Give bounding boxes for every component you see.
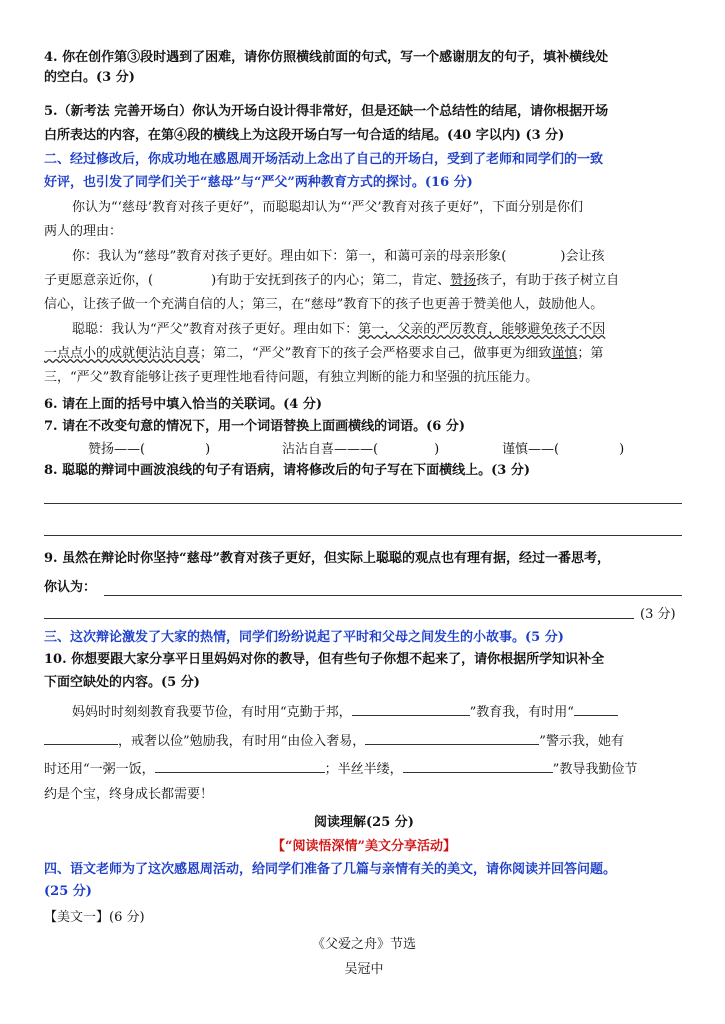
q8: 8. 聪聪的辩词中画波浪线的句子有语病，请将修改后的句子写在下面横线上。(3 分) (44, 463, 530, 478)
q4-line2: 的空白。(3 分) (44, 70, 135, 85)
article-author: 吴冠中 (344, 962, 384, 977)
reading-title: 阅读理解(25 分) (314, 815, 414, 830)
wavy-sentence-cont: 一点点小的成就便 (44, 346, 149, 361)
section4-line1: 四、语文老师为了这次感恩周活动，给同学们准备了几篇与亲情有关的美文，请你阅读并回答问题。 (44, 862, 617, 877)
q10-blank-1[interactable] (352, 701, 470, 716)
q9-answer-line-2[interactable] (44, 618, 634, 619)
q7-item-label: 谨慎——( (502, 442, 560, 457)
q9-score: (3 分) (640, 607, 676, 622)
q9-answer-line-1[interactable] (104, 595, 682, 596)
q10-text: 时还用“一粥一饭， (44, 762, 155, 777)
q7-item-zhanzhan (282, 440, 439, 460)
q7-item-zanyang (88, 440, 210, 460)
q10-blank-4[interactable] (155, 758, 325, 773)
q10-line2: 下面空缺处的内容。(5 分) (44, 675, 200, 690)
q10-para-line4: 约是个宝，终身成长都需要！ (44, 787, 214, 802)
q9-line2: 你认为： (44, 580, 97, 595)
cong-line3: 三，“严父”教育能够让孩子更理性地看待问题，有独立判断的能力和坚强的抗压能力。 (44, 370, 539, 385)
intro-line2: 两人的理由： (44, 224, 123, 239)
q7: 7. 请在不改变句意的情况下，用一个词语替换上面画横线的词语。(6 分) (44, 419, 465, 434)
you-text: 子更愿意亲近你，( (44, 273, 154, 288)
q10-blank-3[interactable] (365, 730, 539, 745)
q10-para-line3 (44, 758, 637, 780)
q8-answer-line-1[interactable] (44, 503, 682, 504)
q5-line1: 5.（新考法 完善开场白）你认为开场白设计得非常好，但是还缺一个总结性的结尾，请你根据开场 (44, 104, 609, 119)
q10-text: 妈妈时时刻刻教育我要节俭，有时用“克勤于邦， (72, 705, 352, 720)
intro-line1: 你认为“‘慈母’教育对孩子更好”，而聪聪却认为“‘严父’教育对孩子更好”，下面分别是你们 (72, 200, 584, 215)
q7-item-close: ) (434, 442, 440, 457)
q7-item-close: ) (619, 442, 625, 457)
q10-blank-5[interactable] (403, 758, 553, 773)
you-text: 你：我认为“慈母”教育对孩子更好。理由如下：第一，和蔼可亲的母亲形象( (72, 249, 507, 264)
q7-item-label: 赞扬——( (88, 442, 146, 457)
q10-text: ，戒奢以俭”勉励我，有时用“由俭入奢易， (118, 734, 366, 749)
q7-item-close: ) (205, 442, 211, 457)
activity-title: 【“阅读悟深情”美文分享活动】 (272, 839, 456, 854)
q10-para-line2 (44, 730, 624, 752)
underlined-word-zanyang: 赞扬 (450, 273, 477, 288)
q4-line1: 4. 你在创作第③段时遇到了困难，请你仿照横线前面的句式，写一个感谢朋友的句子，填补横线处 (44, 50, 609, 65)
q9-line1: 9. 虽然在辩论时你坚持“慈母”教育对孩子更好，但实际上聪聪的观点也有理有据，经过一番思考， (44, 551, 611, 566)
section4-line2: (25 分) (44, 884, 92, 899)
wavy-sentence: 第一，父亲的严厉教育，能够避免孩子不因 (358, 322, 606, 337)
underlined-word-jinshen: 谨慎 (551, 346, 578, 361)
q10-line1: 10. 你想要跟大家分享平日里妈妈对你的教导，但有些句子你想不起来了，请你根据所学知识补全 (44, 652, 605, 667)
you-text: 孩子，有助于孩子树立自 (476, 273, 620, 288)
q10-text: ”教育我，有时用“ (469, 705, 574, 720)
q6: 6. 请在上面的括号中填入恰当的关联词。(4 分) (44, 397, 322, 412)
meiwen-1-label: 【美文一】(6 分) (44, 910, 145, 925)
q7-item-jinshen (502, 440, 624, 460)
q7-item-label: 沾沾自喜———( (282, 442, 379, 457)
q8-answer-line-2[interactable] (44, 535, 682, 536)
q10-para-line1 (72, 701, 618, 723)
q10-text: ”警示我，她有 (539, 734, 624, 749)
q10-text: ”教导我勤俭节 (552, 762, 638, 777)
q10-blank-2b[interactable] (44, 730, 118, 745)
cong-text: ；第 (577, 346, 604, 361)
cong-line2 (44, 344, 603, 364)
cong-text: ；第二，“严父”教育下的孩子会严格要求自己，做事更为细致 (200, 346, 552, 361)
you-text-end: )会让孩 (560, 249, 605, 264)
q10-blank-2a[interactable] (574, 701, 618, 716)
you-line2 (44, 271, 619, 291)
section2-line1: 二、经过修改后，你成功地在感恩周开场活动上念出了自己的开场白，受到了老师和同学们的一致 (44, 152, 604, 167)
article-title: 《父爱之舟》节选 (311, 937, 416, 952)
underlined-word-zhanzhan: 沾沾自喜 (148, 346, 201, 361)
section2-line2: 好评，也引发了同学们关于“慈母”与“严父”两种教育方式的探讨。(16 分) (44, 175, 473, 190)
cong-line1 (72, 320, 605, 340)
q10-text: ；半丝半缕， (324, 762, 403, 777)
you-line3: 信心，让孩子做一个充满自信的人；第三，在“慈母”教育下的孩子也更善于赞美他人，鼓励他人。 (44, 297, 604, 312)
you-line1 (72, 247, 604, 267)
q5-line2: 白所表达的内容，在第④段的横线上为这段开场白写一句合适的结尾。(40 字以内) (3 分) (44, 128, 565, 143)
you-text: )有助于安抚到孩子的内心；第二，肯定、 (211, 273, 451, 288)
section3: 三、这次辩论激发了大家的热情，同学们纷纷说起了平时和父母之间发生的小故事。(5 分) (44, 630, 564, 645)
cong-text: 聪聪：我认为“严父”教育对孩子更好。理由如下： (72, 322, 359, 337)
